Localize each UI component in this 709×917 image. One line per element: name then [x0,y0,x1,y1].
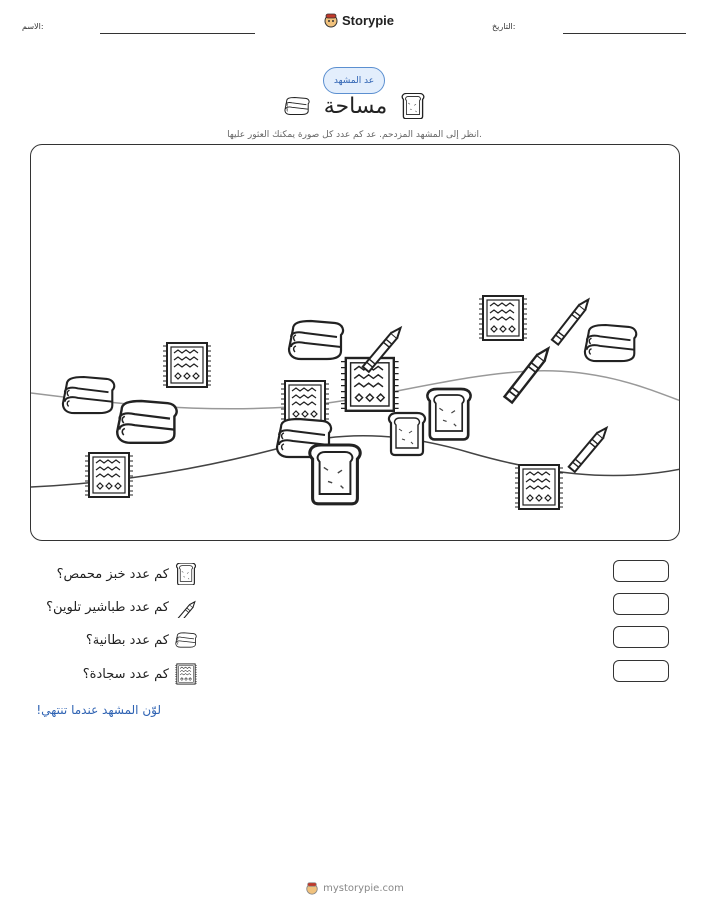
blanket-icon [289,321,343,359]
name-line[interactable] [100,33,255,34]
blanket-icon [117,401,176,443]
question-text: كم عدد سجادة؟ [82,666,169,682]
question-row [46,596,197,618]
answer-box[interactable] [613,560,669,582]
storypie-mascot-icon [323,12,339,28]
date-line[interactable] [563,33,686,34]
toast-icon [401,93,425,119]
rug-icon [479,296,527,340]
activity-badge: عد المشهد [323,67,385,94]
crayon-icon [175,596,197,618]
crayon-icon [504,346,551,403]
blanket-icon [284,93,310,119]
name-label: الاسم: [22,22,44,31]
blanket-icon [175,630,197,650]
question-text: كم عدد طباشير تلوين؟ [46,599,169,615]
rug-icon [515,465,563,509]
rug-icon [85,453,133,497]
answer-box[interactable] [613,593,669,615]
page-title: مساحة [323,93,388,119]
answer-box[interactable] [613,660,669,682]
crowded-scene [30,144,680,541]
brand-logo [323,12,394,28]
storypie-mascot-icon [305,881,319,895]
question-row [83,663,197,685]
toast-icon [310,445,360,504]
rug-icon [163,343,211,387]
answer-box[interactable] [613,626,669,648]
crayon-icon [569,425,610,472]
rug-icon [175,663,197,685]
date-label: التاريخ: [492,22,516,31]
toast-icon [389,413,425,455]
blanket-icon [63,377,114,413]
scene-drawing [31,145,680,541]
blanket-icon [585,325,636,361]
toast-icon [175,563,197,585]
question-row [86,630,197,650]
color-instruction: لوّن المشهد عندما تنتهي! [36,703,161,717]
brand-name: Storypie [342,12,395,28]
question-text: كم عدد خبز محمص؟ [56,566,169,582]
footer-url[interactable]: mystorypie.com [323,882,404,894]
question-text: كم عدد بطانية؟ [85,632,169,648]
footer [0,881,709,895]
title-row [0,93,709,119]
toast-icon [427,389,470,439]
instruction-text: انظر إلى المشهد المزدحم. عد كم عدد كل صورة يمكنك العثور عليها. [227,130,482,140]
question-row [57,563,197,585]
crayon-icon [552,297,592,344]
